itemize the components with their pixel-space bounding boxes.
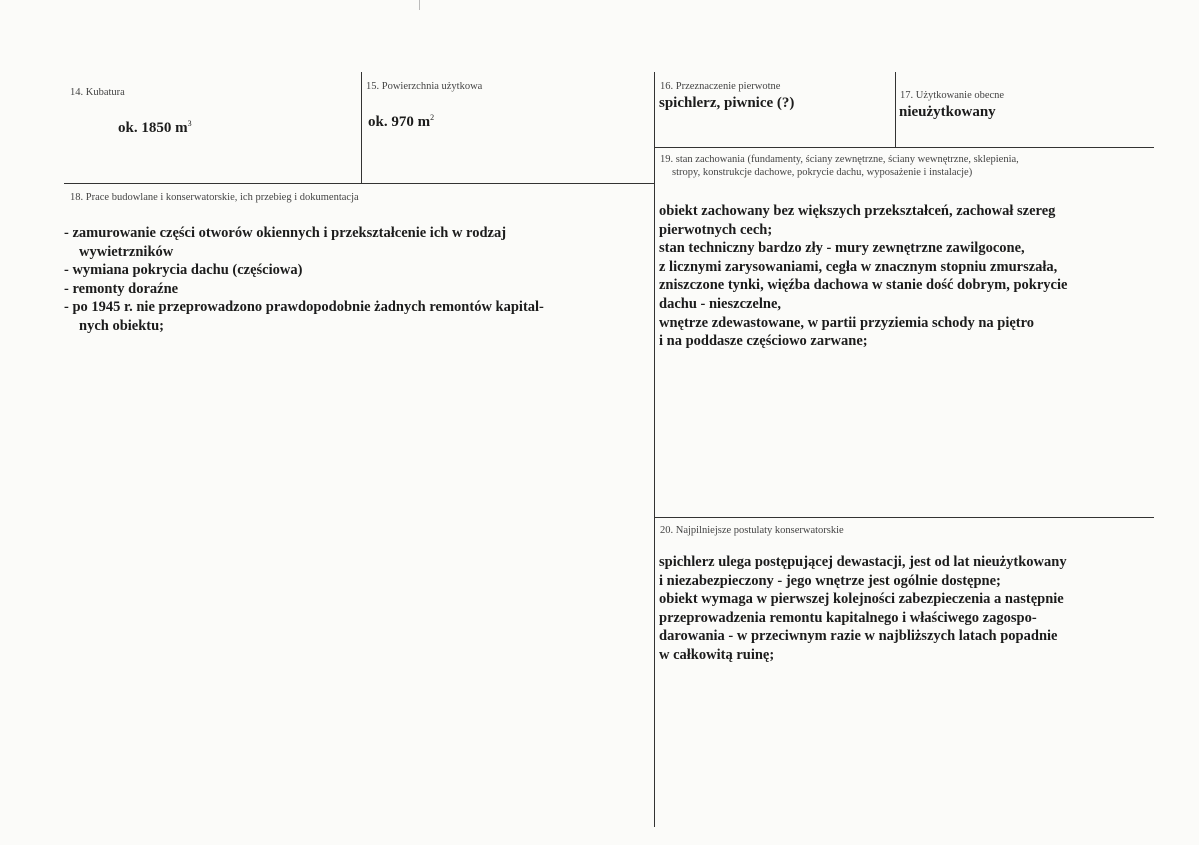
text-line: darowania - w przeciwnym razie w najbliższych latach popadnie: [659, 628, 1058, 645]
field-14-value: ok. 1850 $m^3$: [118, 119, 192, 136]
text-line: - zamurowanie części otworów okiennych i przekształcenie ich w rodzaj: [64, 225, 507, 241]
divider-main: [654, 72, 655, 827]
field-20-text: [659, 553, 1067, 665]
field-16-value: spichlerz, piwnice (?): [659, 95, 795, 111]
field-17-label: 17. Użytkowanie obecne: [900, 90, 1005, 101]
field-20-label: 20. Najpilniejsze postulaty konserwatorskie: [660, 525, 844, 536]
divider-top-right: [654, 147, 1154, 148]
text-line: - wymiana pokrycia dachu (częściowa): [64, 262, 303, 279]
text-line: przeprowadzenia remontu kapitalnego i właściwego zagospo-: [659, 609, 1037, 626]
text-line: - po 1945 r. nie przeprowadzono prawdopodobnie żadnych remontów kapital-: [64, 299, 544, 316]
text-line: pierwotnych cech;: [659, 221, 773, 238]
field-17-value: nieużytkowany: [899, 104, 996, 120]
text-line: obiekt zachowany bez większych przekształceń, zachował szereg: [659, 203, 1056, 219]
field-18-label: 18. Prace budowlane i konserwatorskie, ich przebieg i dokumentacja: [70, 192, 359, 203]
scan-mark: [419, 0, 420, 10]
field-15-value: ok. 970 $m^2$: [368, 113, 435, 130]
field-14-label: 14. Kubatura: [70, 87, 125, 98]
field-19-label-line1: 19. stan zachowania (fundamenty, ściany zewnętrzne, ściany wewnętrzne, sklepienia,: [660, 154, 1019, 165]
text-line: i na poddasze częściowo zarwane;: [659, 333, 868, 350]
text-line: obiekt wymaga w pierwszej kolejności zabezpieczenia a następnie: [659, 591, 1064, 608]
text-line: i niezabezpieczony - jego wnętrze jest ogólnie dostępne;: [659, 572, 1001, 589]
field-18-text: [64, 224, 544, 336]
text-line: z licznymi zarysowaniami, cegła w znacznym stopniu zmurszała,: [659, 258, 1058, 275]
divider-top-left: [64, 183, 655, 184]
text-line: wywietrzników: [79, 243, 174, 260]
field-15-label: 15. Powierzchnia użytkowa: [366, 81, 483, 92]
text-line: w całkowitą ruinę;: [659, 646, 775, 663]
text-line: - remonty doraźne: [64, 280, 179, 297]
text-line: dachu - nieszczelne,: [659, 295, 782, 312]
field-16-label: 16. Przeznaczenie pierwotne: [660, 81, 781, 92]
text-line: wnętrze zdewastowane, w partii przyziemia schody na piętro: [659, 314, 1035, 331]
field-19-label-line2: stropy, konstrukcje dachowe, pokrycie dachu, wyposażenie i instalacje): [672, 167, 973, 178]
field-19-text: [659, 202, 1067, 351]
divider-16-17: [895, 72, 896, 147]
text-line: zniszczone tynki, więźba dachowa w stanie dość dobrym, pokrycie: [659, 277, 1068, 294]
text-line: nych obiektu;: [79, 317, 165, 334]
divider-14-15: [361, 72, 362, 183]
text-line: spichlerz ulega postępującej dewastacji, jest od lat nieużytkowany: [659, 554, 1067, 570]
text-line: stan techniczny bardzo zły - mury zewnętrzne zawilgocone,: [659, 240, 1025, 257]
divider-19-20: [654, 517, 1154, 518]
